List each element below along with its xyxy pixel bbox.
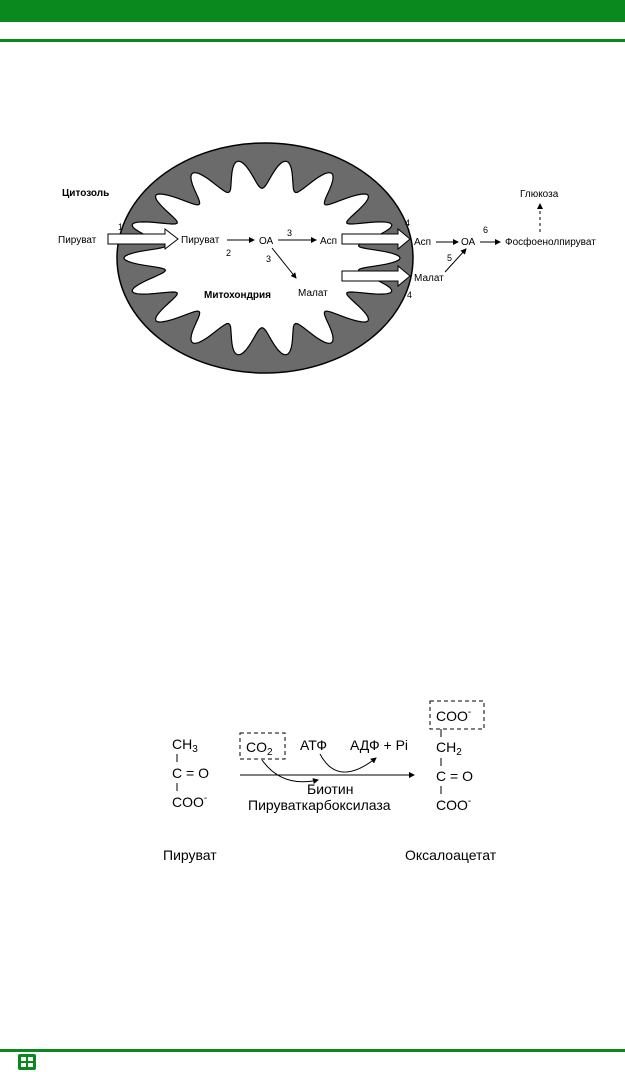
step-number-6: 6 [483,225,489,235]
label-oa-matrix: ОА [259,236,274,247]
step-number-2: 2 [226,248,232,258]
pyruvate-c-eq-o: C = O [172,765,209,781]
publisher-logo-icon [18,1054,36,1070]
atp-curve-arrow [320,754,376,772]
atp-label: АТФ [300,737,327,753]
step-number-3b: 3 [266,254,272,264]
reaction-diagram [0,680,625,880]
step-number-1: 1 [118,222,124,232]
label-glucose: Глюкоза [520,189,559,200]
enzyme-label: Пируваткарбоксилаза [248,797,391,813]
pyruvate-coo: COO- [172,793,208,810]
step-number-3a: 3 [287,228,293,238]
label-mitochondria: Митохондрия [204,290,272,301]
co2-label: $CO_2$ [246,739,273,758]
step-number-5: 5 [447,253,453,263]
label-malate-matrix: Малат [298,288,328,299]
footer-rule [0,1049,625,1052]
label-asp-matrix: Асп [320,236,338,247]
label-oa-cytosol: ОА [461,237,476,248]
mitochondria-diagram [0,0,625,400]
label-cytosol: Цитозоль [62,188,110,199]
label-asp-cytosol: Асп [414,237,432,248]
pyruvate-ch3: $CH_3$ [172,736,198,755]
oxaloacetate-ch2: $CH_2$ [436,739,462,758]
label-malate-cytosol: Малат [414,273,444,284]
label-pyruvate-matrix: Пируват [181,235,220,246]
oxaloacetate-coo-bottom: COO- [436,796,472,813]
oxaloacetate-c-eq-o: C = O [436,768,473,784]
pyruvate-caption: Пируват [163,847,217,863]
label-pep: Фосфоенолпируват [505,237,596,248]
oxaloacetate-coo-top: COO- [436,707,472,724]
oxaloacetate-caption: Оксалоацетат [405,847,497,863]
label-pyruvate-cytosol: Пируват [58,235,97,246]
biotin-label: Биотин [307,781,354,797]
co2-curve-arrow [262,760,318,782]
step-number-4b: 4 [407,290,413,300]
step-number-4a: 4 [405,218,411,228]
adp-pi-label: АДФ + Pi [350,737,409,753]
